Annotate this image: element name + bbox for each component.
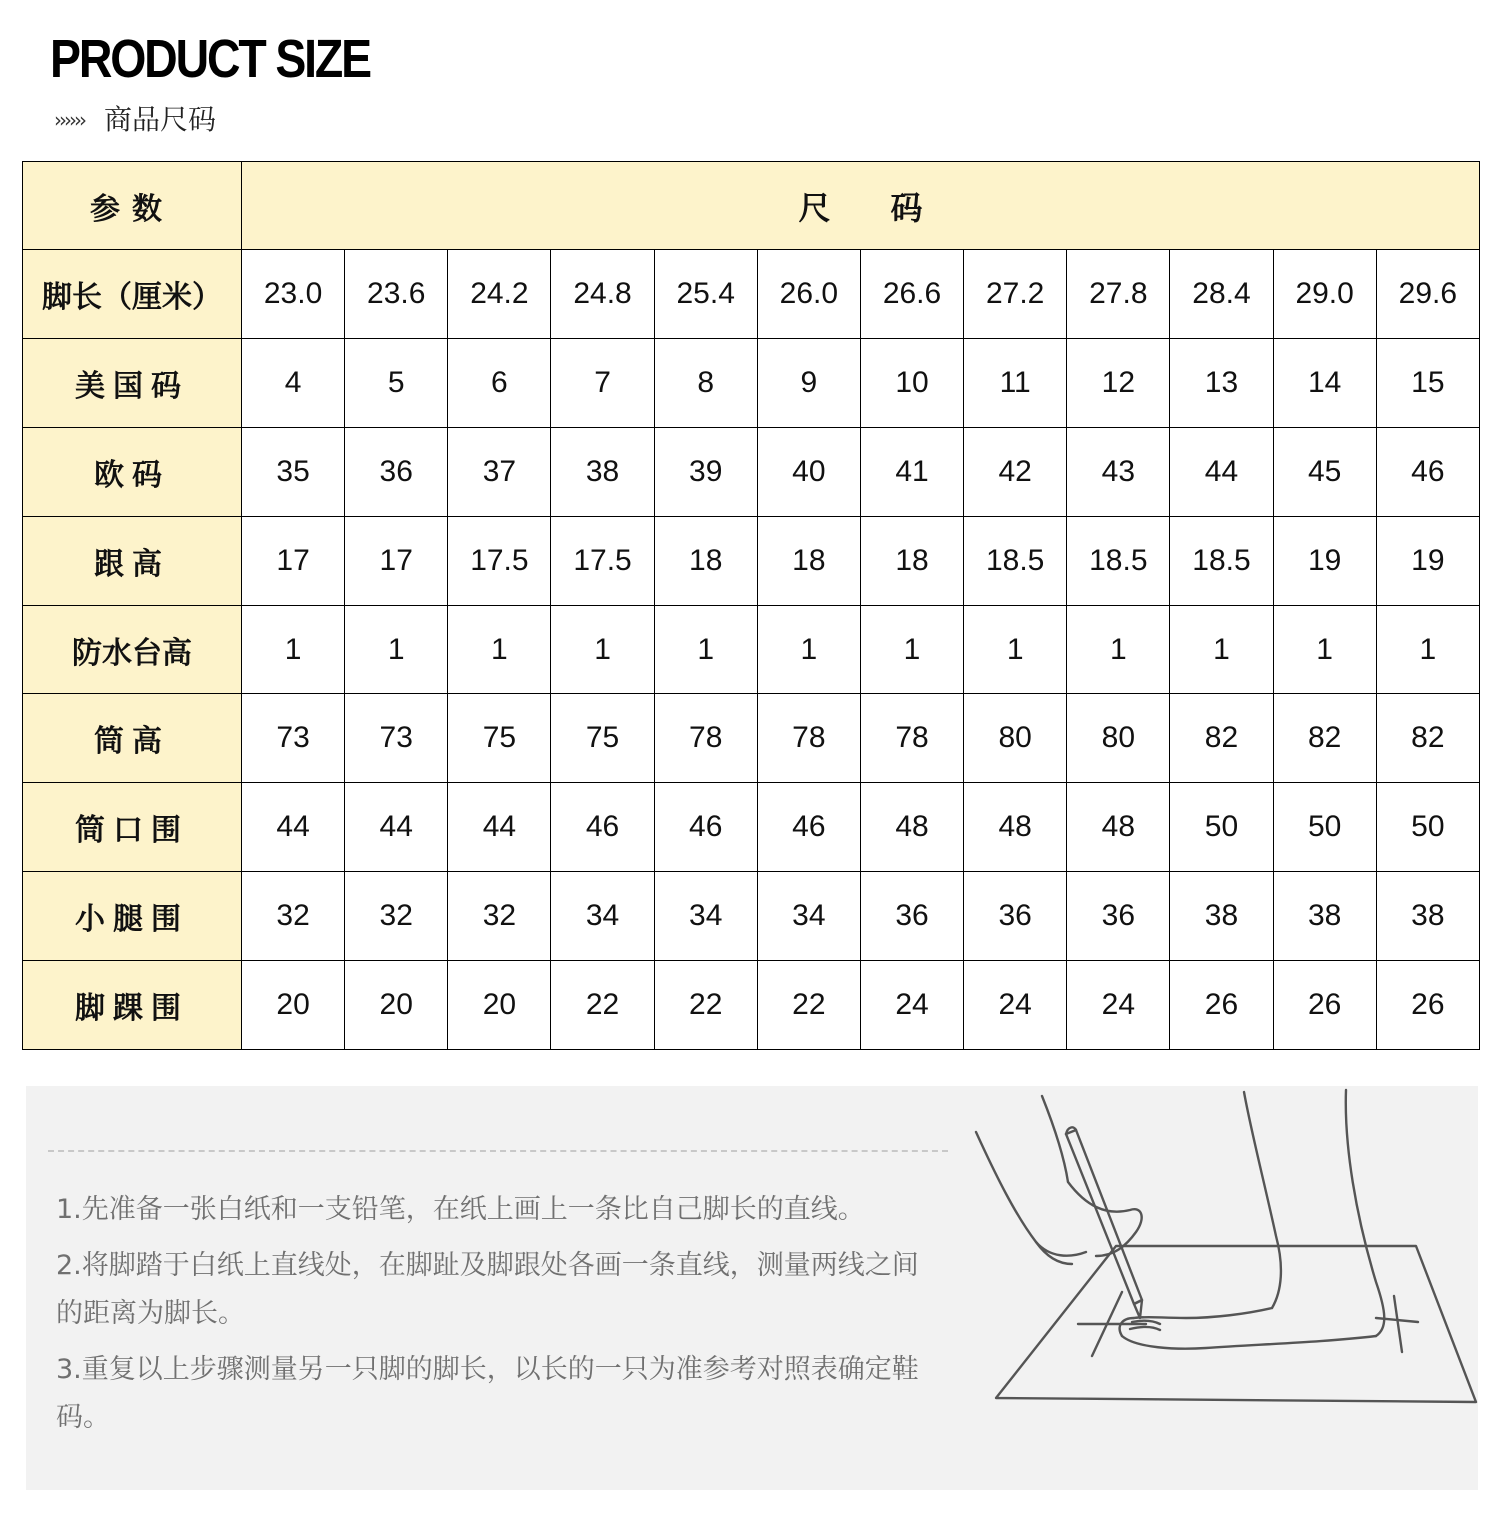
table-cell: 19 xyxy=(1273,516,1376,605)
table-cell: 38 xyxy=(551,427,654,516)
table-cell: 78 xyxy=(860,694,963,783)
table-cell: 32 xyxy=(242,872,345,961)
table-cell: 34 xyxy=(654,872,757,961)
table-cell: 20 xyxy=(242,961,345,1050)
table-cell: 23.0 xyxy=(242,250,345,339)
table-cell: 82 xyxy=(1273,694,1376,783)
table-cell: 15 xyxy=(1376,338,1479,427)
table-cell: 50 xyxy=(1273,783,1376,872)
page-title: PRODUCT SIZE xyxy=(50,29,370,89)
table-cell: 73 xyxy=(345,694,448,783)
table-cell: 9 xyxy=(757,338,860,427)
table-cell: 1 xyxy=(242,605,345,694)
table-cell: 82 xyxy=(1170,694,1273,783)
table-cell: 17 xyxy=(345,516,448,605)
header-param: 参数 xyxy=(23,162,242,250)
table-cell: 40 xyxy=(757,427,860,516)
table-cell: 22 xyxy=(654,961,757,1050)
table-cell: 34 xyxy=(551,872,654,961)
table-cell: 1 xyxy=(860,605,963,694)
table-row xyxy=(23,694,1480,783)
table-cell: 42 xyxy=(964,427,1067,516)
table-cell: 1 xyxy=(551,605,654,694)
guide-step-3: 3.重复以上步骤测量另一只脚的脚长，以长的一只为准参考对照表确定鞋码。 xyxy=(56,1354,919,1433)
table-cell: 48 xyxy=(1067,783,1170,872)
table-cell: 73 xyxy=(242,694,345,783)
table-cell: 6 xyxy=(448,338,551,427)
table-cell: 12 xyxy=(1067,338,1170,427)
table-cell: 27.8 xyxy=(1067,250,1170,339)
table-cell: 1 xyxy=(1273,605,1376,694)
table-cell: 44 xyxy=(345,783,448,872)
table-row xyxy=(23,961,1480,1050)
table-cell: 34 xyxy=(757,872,860,961)
measurement-guide xyxy=(26,1086,1478,1490)
table-cell: 18.5 xyxy=(964,516,1067,605)
guide-steps xyxy=(56,1186,936,1450)
table-cell: 26 xyxy=(1273,961,1376,1050)
table-cell: 24 xyxy=(1067,961,1170,1050)
row-label: 筒高 xyxy=(23,694,242,783)
table-cell: 50 xyxy=(1376,783,1479,872)
table-cell: 78 xyxy=(654,694,757,783)
row-label: 小腿围 xyxy=(23,872,242,961)
table-cell: 41 xyxy=(860,427,963,516)
table-cell: 17.5 xyxy=(551,516,654,605)
table-cell: 1 xyxy=(757,605,860,694)
table-row xyxy=(23,250,1480,339)
table-cell: 48 xyxy=(964,783,1067,872)
row-label: 美国码 xyxy=(23,338,242,427)
table-cell: 82 xyxy=(1376,694,1479,783)
table-cell: 27.2 xyxy=(964,250,1067,339)
table-cell: 48 xyxy=(860,783,963,872)
table-cell: 20 xyxy=(345,961,448,1050)
row-label: 脚长（厘米） xyxy=(23,250,242,339)
table-header-row xyxy=(23,162,1480,250)
table-cell: 44 xyxy=(448,783,551,872)
table-cell: 18 xyxy=(860,516,963,605)
table-cell: 19 xyxy=(1376,516,1479,605)
table-cell: 22 xyxy=(757,961,860,1050)
size-table xyxy=(22,161,1480,1050)
table-cell: 7 xyxy=(551,338,654,427)
table-cell: 10 xyxy=(860,338,963,427)
table-cell: 23.6 xyxy=(345,250,448,339)
row-label: 防水台高 xyxy=(23,605,242,694)
table-cell: 17 xyxy=(242,516,345,605)
table-cell: 18 xyxy=(757,516,860,605)
guide-step-1: 1.先准备一张白纸和一支铅笔，在纸上画上一条比自己脚长的直线。 xyxy=(56,1194,865,1225)
table-row xyxy=(23,872,1480,961)
table-cell: 36 xyxy=(345,427,448,516)
table-cell: 50 xyxy=(1170,783,1273,872)
table-cell: 80 xyxy=(1067,694,1170,783)
row-label: 跟高 xyxy=(23,516,242,605)
table-cell: 13 xyxy=(1170,338,1273,427)
row-label: 筒口围 xyxy=(23,783,242,872)
table-cell: 1 xyxy=(964,605,1067,694)
table-cell: 44 xyxy=(242,783,345,872)
table-cell: 1 xyxy=(1376,605,1479,694)
table-cell: 80 xyxy=(964,694,1067,783)
table-cell: 22 xyxy=(551,961,654,1050)
dashed-divider xyxy=(48,1150,948,1152)
table-cell: 17.5 xyxy=(448,516,551,605)
guide-step-2: 2.将脚踏于白纸上直线处，在脚趾及脚跟处各画一条直线，测量两线之间的距离为脚长。 xyxy=(56,1250,919,1329)
table-row xyxy=(23,783,1480,872)
table-cell: 75 xyxy=(448,694,551,783)
table-cell: 11 xyxy=(964,338,1067,427)
table-cell: 38 xyxy=(1170,872,1273,961)
table-cell: 20 xyxy=(448,961,551,1050)
table-cell: 38 xyxy=(1273,872,1376,961)
subtitle xyxy=(54,100,216,140)
chevron-right-icon: ›››››› xyxy=(54,108,84,132)
table-cell: 24 xyxy=(964,961,1067,1050)
pencil-icon xyxy=(1066,1130,1142,1304)
foot-measuring-illustration xyxy=(946,1086,1478,1490)
table-cell: 26 xyxy=(1376,961,1479,1050)
header-size: 尺码 xyxy=(242,162,1480,250)
table-cell: 14 xyxy=(1273,338,1376,427)
table-cell: 78 xyxy=(757,694,860,783)
row-label: 脚踝围 xyxy=(23,961,242,1050)
table-cell: 32 xyxy=(448,872,551,961)
table-cell: 75 xyxy=(551,694,654,783)
table-cell: 36 xyxy=(860,872,963,961)
table-cell: 46 xyxy=(1376,427,1479,516)
table-cell: 43 xyxy=(1067,427,1170,516)
table-cell: 39 xyxy=(654,427,757,516)
paper-sheet xyxy=(996,1246,1476,1402)
table-cell: 24.8 xyxy=(551,250,654,339)
table-cell: 45 xyxy=(1273,427,1376,516)
table-cell: 35 xyxy=(242,427,345,516)
table-cell: 1 xyxy=(1170,605,1273,694)
table-cell: 28.4 xyxy=(1170,250,1273,339)
table-cell: 36 xyxy=(1067,872,1170,961)
subtitle-text: 商品尺码 xyxy=(104,103,217,136)
table-cell: 46 xyxy=(654,783,757,872)
table-cell: 8 xyxy=(654,338,757,427)
table-cell: 24.2 xyxy=(448,250,551,339)
table-cell: 36 xyxy=(964,872,1067,961)
table-cell: 29.6 xyxy=(1376,250,1479,339)
table-cell: 46 xyxy=(551,783,654,872)
row-label: 欧码 xyxy=(23,427,242,516)
table-cell: 38 xyxy=(1376,872,1479,961)
table-row xyxy=(23,516,1480,605)
table-cell: 46 xyxy=(757,783,860,872)
table-cell: 1 xyxy=(654,605,757,694)
table-cell: 44 xyxy=(1170,427,1273,516)
table-cell: 18.5 xyxy=(1067,516,1170,605)
table-row xyxy=(23,338,1480,427)
table-cell: 1 xyxy=(448,605,551,694)
table-cell: 32 xyxy=(345,872,448,961)
table-cell: 18.5 xyxy=(1170,516,1273,605)
table-row xyxy=(23,427,1480,516)
table-row xyxy=(23,605,1480,694)
table-cell: 29.0 xyxy=(1273,250,1376,339)
table-cell: 37 xyxy=(448,427,551,516)
table-cell: 1 xyxy=(345,605,448,694)
table-cell: 1 xyxy=(1067,605,1170,694)
table-cell: 26 xyxy=(1170,961,1273,1050)
table-cell: 26.6 xyxy=(860,250,963,339)
table-cell: 18 xyxy=(654,516,757,605)
table-cell: 4 xyxy=(242,338,345,427)
table-cell: 24 xyxy=(860,961,963,1050)
table-cell: 26.0 xyxy=(757,250,860,339)
table-cell: 25.4 xyxy=(654,250,757,339)
table-cell: 5 xyxy=(345,338,448,427)
